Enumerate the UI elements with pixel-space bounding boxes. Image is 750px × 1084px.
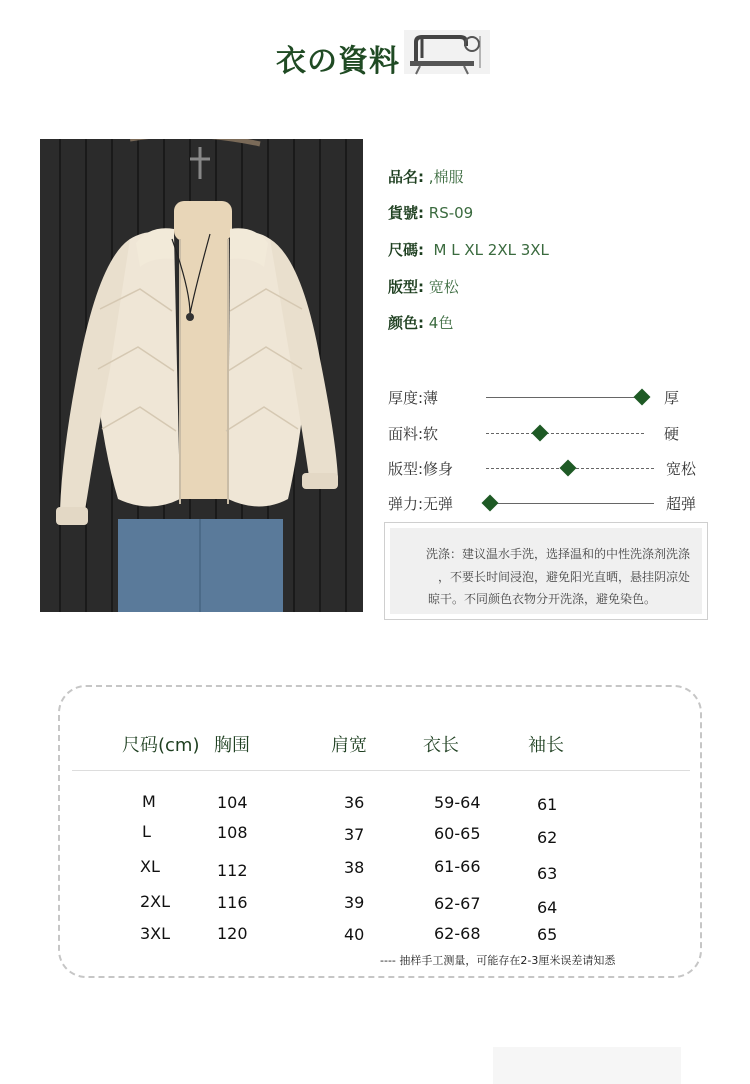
sleeve-header: 袖长 xyxy=(528,735,564,756)
washing-line: 洗涤：建议温水手洗，选择温和的中性洗涤剂洗涤 xyxy=(425,547,690,561)
info-label: 颜色: xyxy=(388,314,424,332)
shoulder-header: 肩宽 xyxy=(331,735,367,756)
info-value: RS-09 xyxy=(428,204,474,222)
slider-track xyxy=(486,503,654,504)
chest-header: 胸围 xyxy=(214,735,250,756)
table-cell: 104 xyxy=(217,793,248,812)
washing-line: 晾干。不同颜色衣物分开洗涤，避免染色。 xyxy=(427,592,656,606)
info-value: 宽松 xyxy=(428,278,459,296)
slider-thickness xyxy=(388,387,698,407)
size-header: 尺码(cm) xyxy=(122,735,200,756)
table-cell: M xyxy=(142,792,156,811)
slider-marker xyxy=(560,460,577,477)
table-cell: 61-66 xyxy=(434,857,481,876)
info-row-colors xyxy=(388,312,453,333)
info-row-name xyxy=(388,166,464,187)
table-cell: 40 xyxy=(344,925,365,944)
table-cell: 37 xyxy=(344,825,365,844)
table-cell: 112 xyxy=(217,861,248,880)
slider-left-label: 弹力:无弹 xyxy=(388,495,454,513)
slider-elasticity xyxy=(388,493,698,513)
table-cell: 3XL xyxy=(140,924,171,943)
info-label: 貨號: xyxy=(388,204,424,222)
table-divider xyxy=(72,770,690,771)
table-cell: L xyxy=(142,822,151,841)
footer-block xyxy=(493,1047,681,1084)
sewing-machine-icon xyxy=(402,28,492,76)
slider-right-label: 宽松 xyxy=(666,460,697,478)
table-cell: 36 xyxy=(344,793,365,812)
table-cell: 38 xyxy=(344,858,365,877)
slider-left-label: 版型:修身 xyxy=(388,460,454,478)
info-value: 4色 xyxy=(428,314,454,332)
table-cell: 65 xyxy=(537,925,558,944)
washing-panel xyxy=(390,528,702,614)
table-cell: 64 xyxy=(537,898,558,917)
table-cell: 62-67 xyxy=(434,894,481,913)
info-label: 版型: xyxy=(388,278,424,296)
table-cell: XL xyxy=(140,857,160,876)
product-photo xyxy=(40,139,363,612)
table-cell: 62 xyxy=(537,828,558,847)
slider-marker xyxy=(532,425,549,442)
length-header: 衣长 xyxy=(423,735,459,756)
page-title: 衣の資料 xyxy=(276,44,400,79)
slider-left-label: 厚度:薄 xyxy=(388,389,439,407)
slider-right-label: 超弹 xyxy=(666,495,697,513)
slider-right-label: 硬 xyxy=(664,425,680,443)
table-cell: 120 xyxy=(217,924,248,943)
table-cell: 116 xyxy=(217,893,248,912)
washing-line: ，不要长时间浸泡，避免阳光直晒，悬挂阴凉处 xyxy=(437,569,690,584)
info-label: 品名: xyxy=(388,168,424,186)
info-row-item-no xyxy=(388,202,473,223)
table-cell: 60-65 xyxy=(434,824,481,843)
info-value: M L XL 2XL 3XL xyxy=(428,241,549,259)
washing-instructions xyxy=(384,522,708,620)
slider-right-label: 厚 xyxy=(664,389,680,407)
table-cell: 39 xyxy=(344,893,365,912)
slider-track xyxy=(486,433,644,434)
measurement-note: ---- 抽样手工测量，可能存在2-3厘米误差请知悉 xyxy=(380,954,616,967)
table-cell: 59-64 xyxy=(434,793,481,812)
slider-marker xyxy=(482,495,499,512)
info-row-fit xyxy=(388,276,459,297)
table-cell: 2XL xyxy=(140,892,171,911)
table-cell: 63 xyxy=(537,864,558,883)
table-cell: 108 xyxy=(217,823,248,842)
info-value: ,棉服 xyxy=(428,168,464,186)
info-label: 尺碼: xyxy=(388,241,424,259)
info-row-sizes xyxy=(388,239,549,260)
slider-marker xyxy=(634,389,651,406)
table-cell: 62-68 xyxy=(434,924,481,943)
slider-fabric xyxy=(388,423,698,443)
slider-track xyxy=(486,397,644,398)
slider-left-label: 面料:软 xyxy=(388,425,439,443)
table-cell: 61 xyxy=(537,795,558,814)
slider-fit xyxy=(388,458,698,478)
